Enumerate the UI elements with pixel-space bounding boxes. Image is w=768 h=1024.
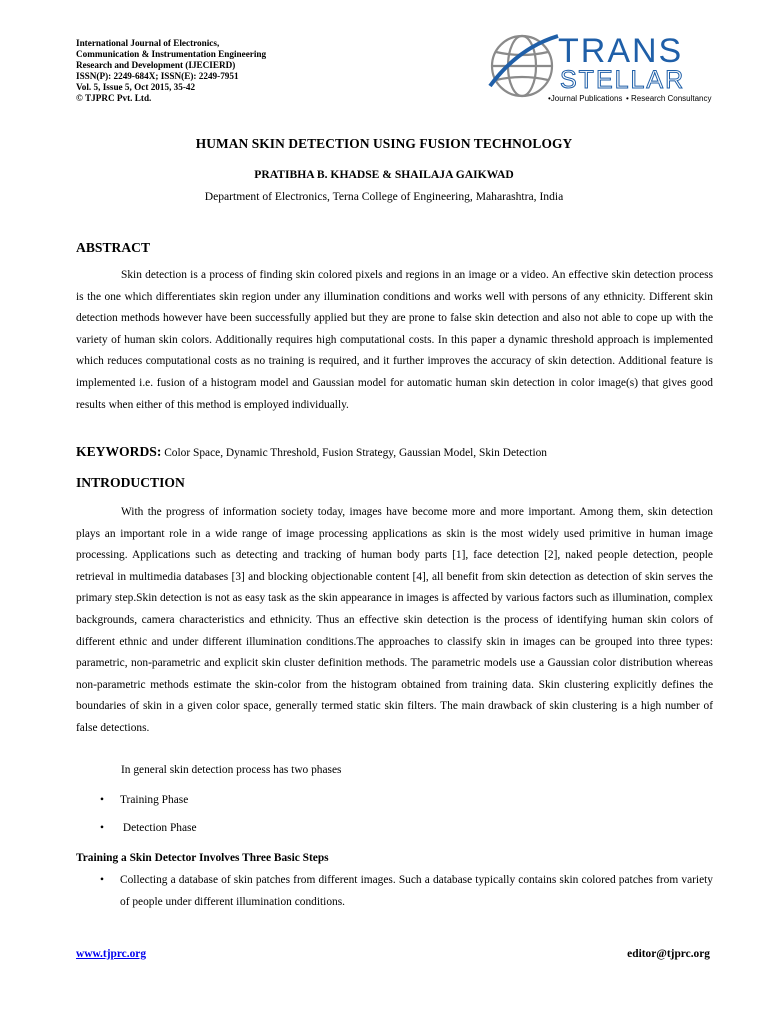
- abstract-heading: ABSTRACT: [76, 240, 151, 255]
- journal-line: ISSN(P): 2249-684X; ISSN(E): 2249-7951: [76, 71, 239, 81]
- paper-authors: PRATIBHA B. KHADSE & SHAILAJA GAIKWAD: [254, 168, 514, 181]
- paper-affiliation: Department of Electronics, Terna College of Engineering, Maharashtra, India: [204, 190, 564, 203]
- keywords-text: Color Space, Dynamic Threshold, Fusion Strategy, Gaussian Model, Skin Detection: [161, 447, 548, 459]
- steps-heading: Training a Skin Detector Involves Three Basic Steps: [76, 852, 329, 864]
- bullet-icon: •: [100, 794, 104, 806]
- logo-tagline-research: • Research Consultancy: [626, 94, 712, 103]
- introduction-text: With the progress of information society today, images have become more and more important. Among them, skin detection plays an important role in a wide range of image processing applications as skin is the most widely used primitive in human image processing. Applications such as detecting and tracking of human body parts [1], face detection [2], naked people detection, people retrieval in multimedia databases [3] and blocking objectionable content [4], all benefit from skin detection as detection of skin serves the primary step.Skin detection is not as easy task as the skin appearance in images is affected by various factors such as illumination, complex backgrounds, camera characteristics and ethnicity. Thus an effective skin detection is the process of identifying human skin colors of different ethnic and under different illumination conditions.The approaches to classify skin in images can be grouped into three types: parametric, non-parametric and explicit skin cluster definition methods. The parametric models use a Gaussian color distribution whereas non-parametric methods estimate the skin-color from the histogram obtained from training data. Skin clustering explicitly defines the boundaries of skin in a given color space, generally termed static skin filters. The main drawback of skin clustering is a high number of false detections.: [76, 506, 713, 734]
- phase-label: Training Phase: [120, 794, 189, 806]
- abstract-text: Skin detection is a process of finding skin colored pixels and regions in an image or a video. An effective skin detection process is the one which differentiates skin region under any illumination conditions and works well with persons of any ethnicity. Different skin detection methods however have been successfully applied but they are prone to false skin detection and also not able to cope up with the variety of human skin colors. Additionally requires high computational costs. In this paper a dynamic threshold approach is implemented which reduces computational costs as no training is required, and it further improves the accuracy of skin detection. Additional feature is implemented i.e. fusion of a histogram model and Gaussian model for automatic human skin detection in color image(s) that gives good results when either of this method is employed individually.: [76, 269, 713, 411]
- keywords-line: [76, 444, 547, 460]
- step-text: Collecting a database of skin patches from different images. Such a database typically contains skin colored patches from variety of people under different illumination conditions.: [120, 874, 713, 908]
- bullet-icon: •: [100, 822, 104, 834]
- website-link[interactable]: www.tjprc.org: [76, 948, 147, 960]
- journal-info: [76, 38, 356, 104]
- journal-line: Research and Development (IJECIERD): [76, 60, 236, 70]
- list-item: [100, 822, 197, 834]
- contact-email: editor@tjprc.org: [627, 948, 710, 960]
- phase-label: Detection Phase: [120, 822, 197, 834]
- list-item: [100, 794, 188, 806]
- journal-line: Communication & Instrumentation Engineering: [76, 49, 267, 59]
- globe-icon: [492, 36, 552, 96]
- keywords-label: KEYWORDS:: [76, 444, 162, 459]
- bullet-icon: •: [100, 874, 104, 886]
- transstellar-logo: [488, 30, 716, 106]
- logo-word-trans: TRANS: [558, 32, 684, 70]
- journal-line: Vol. 5, Issue 5, Oct 2015, 35-42: [76, 82, 196, 92]
- paper-title: HUMAN SKIN DETECTION USING FUSION TECHNOLOGY: [195, 136, 573, 151]
- journal-line: © TJPRC Pvt. Ltd.: [76, 93, 152, 103]
- logo-tagline-journal: •Journal Publications: [548, 94, 623, 103]
- journal-line: International Journal of Electronics,: [76, 38, 220, 48]
- introduction-heading: INTRODUCTION: [76, 475, 185, 490]
- phases-intro: In general skin detection process has two phases: [121, 764, 342, 776]
- list-item: [100, 870, 713, 913]
- logo-word-stellar: STELLAR: [560, 66, 686, 94]
